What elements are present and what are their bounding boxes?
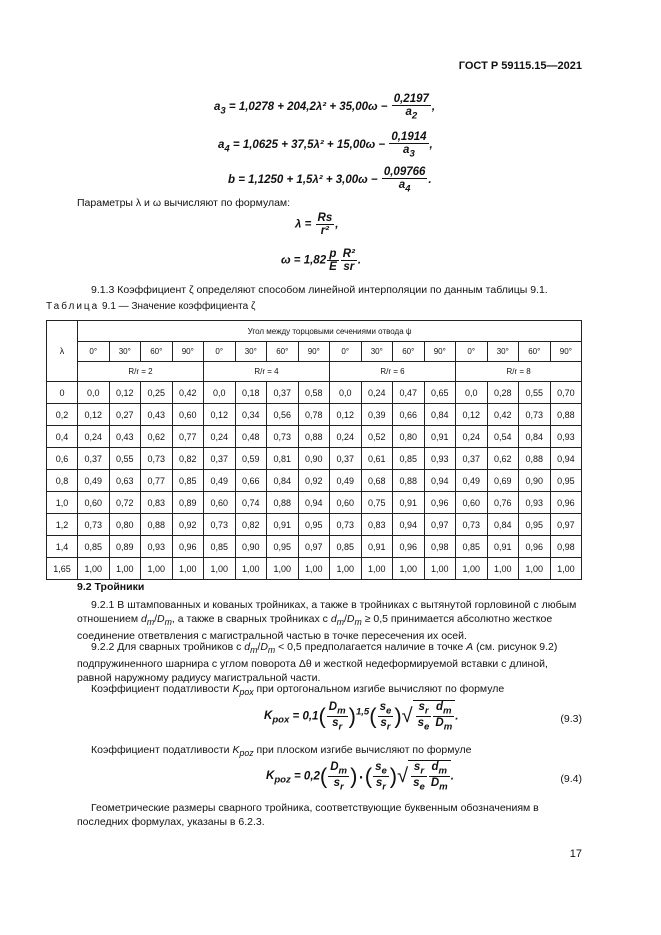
angle-cell: 90° <box>298 342 330 362</box>
formula-b: b = 1,1250 + 1,5λ² + 3,00ω − $\frac{0,09766}{a_4}$ . <box>228 166 432 195</box>
zeta-cell: 0,98 <box>550 536 582 558</box>
zeta-cell: 0,92 <box>172 514 204 536</box>
zeta-cell: 0,77 <box>172 426 204 448</box>
zeta-cell: 0,59 <box>235 448 267 470</box>
zeta-cell: 0,92 <box>298 470 330 492</box>
table-row <box>47 558 582 580</box>
table-row <box>47 536 582 558</box>
kpoz-line: Коэффициент податливости $K_{poz}$ при плоском изгибе вычисляют по формуле <box>91 744 472 759</box>
angle-cell: 0° <box>330 342 362 362</box>
zeta-cell: 1,00 <box>456 558 488 580</box>
zeta-cell: 0,88 <box>267 492 299 514</box>
zeta-cell: 0,55 <box>109 448 141 470</box>
zeta-cell: 0,89 <box>172 492 204 514</box>
zeta-cell: 0,37 <box>456 448 488 470</box>
zeta-cell: 0,77 <box>141 470 173 492</box>
zeta-cell: 0,69 <box>487 470 519 492</box>
zeta-cell: 0,85 <box>330 536 362 558</box>
ratio-group-cell: R/r = 6 <box>330 362 456 382</box>
zeta-cell: 0,60 <box>78 492 110 514</box>
angle-cell: 60° <box>519 342 551 362</box>
lambda-cell: 1,4 <box>47 536 78 558</box>
zeta-cell: 0,80 <box>393 426 425 448</box>
zeta-cell: 0,54 <box>487 426 519 448</box>
lambda-cell: 0,8 <box>47 470 78 492</box>
zeta-cell: 1,00 <box>393 558 425 580</box>
zeta-cell: 0,97 <box>424 514 456 536</box>
zeta-cell: 0,98 <box>424 536 456 558</box>
zeta-cell: 0,97 <box>550 514 582 536</box>
zeta-cell: 0,90 <box>298 448 330 470</box>
zeta-cell: 0,96 <box>550 492 582 514</box>
zeta-cell: 0,60 <box>172 404 204 426</box>
equation-9-4: $K_{poz} = 0,2$( $\frac{D_m}{s_r}$ )·( $\frac{s_e}{s_r}$ )√ $\frac{s_r}{s_e}$ $\frac{d_m}{D_m}$ . <box>266 760 454 793</box>
lambda-cell: 1,2 <box>47 514 78 536</box>
equation-9-3: $K_{pox} = 0,1$( $\frac{D_m}{s_r}$ )$^{1,5}$( $\frac{s_e}{s_r}$ )√ $\frac{s_r}{s_e}$ $\frac{d_m}{D_m}$ . <box>264 700 459 733</box>
zeta-cell: 0,43 <box>141 404 173 426</box>
zeta-cell: 0,73 <box>330 514 362 536</box>
zeta-cell: 0,24 <box>78 426 110 448</box>
zeta-cell: 0,34 <box>235 404 267 426</box>
zeta-cell: 0,95 <box>298 514 330 536</box>
paragraph-9-2-2: 9.2.2 Для сварных тройников с $d_m/D_m < 0,5$ предполагается наличие в точке A (см. рисунок 9.2) подпружиненного шарнира с углом поворота Δθ и жесткой недеформируемой вставки с длиной, равной наружному радиусу магистральной части. <box>77 641 558 685</box>
table-row <box>47 382 582 404</box>
zeta-cell: 0,24 <box>330 426 362 448</box>
zeta-cell: 0,43 <box>109 426 141 448</box>
table-row <box>47 448 582 470</box>
zeta-cell: 0,73 <box>267 426 299 448</box>
zeta-cell: 0,74 <box>235 492 267 514</box>
paragraph-9-2-1: 9.2.1 В штампованных и кованых тройниках, а также в тройниках с вытянутой горловиной с любым отношением $d_m/D_m$, а также в сварных тройниках с $d_m/D_m \ge 0,5$ принимается абсолютно жесткое соединение ответвления с магистральной частью в точке пересечения их осей. <box>77 599 577 643</box>
zeta-cell: 1,00 <box>519 558 551 580</box>
zeta-cell: 0,0 <box>78 382 110 404</box>
zeta-cell: 0,37 <box>204 448 236 470</box>
zeta-cell: 0,24 <box>204 426 236 448</box>
zeta-cell: 0,80 <box>109 514 141 536</box>
zeta-cell: 1,00 <box>298 558 330 580</box>
zeta-cell: 0,93 <box>424 448 456 470</box>
angle-cell: 60° <box>267 342 299 362</box>
zeta-cell: 0,82 <box>235 514 267 536</box>
zeta-cell: 1,00 <box>424 558 456 580</box>
zeta-cell: 0,90 <box>235 536 267 558</box>
zeta-cell: 0,39 <box>361 404 393 426</box>
zeta-cell: 1,00 <box>487 558 519 580</box>
angle-cell: 30° <box>361 342 393 362</box>
zeta-cell: 0,83 <box>141 492 173 514</box>
ratio-group-cell: R/r = 4 <box>204 362 330 382</box>
lambda-cell: 0,4 <box>47 426 78 448</box>
zeta-cell: 0,96 <box>519 536 551 558</box>
formula-lambda: λ = $\frac{Rs}{\text{r²}}$ , <box>295 212 339 237</box>
zeta-cell: 0,73 <box>456 514 488 536</box>
zeta-cell: 1,00 <box>172 558 204 580</box>
zeta-cell: 0,88 <box>550 404 582 426</box>
equation-9-4-label: (9.4) <box>560 773 582 785</box>
zeta-cell: 0,28 <box>487 382 519 404</box>
zeta-cell: 0,85 <box>204 536 236 558</box>
angle-cell: 90° <box>424 342 456 362</box>
zeta-cell: 1,00 <box>330 558 362 580</box>
zeta-cell: 0,12 <box>456 404 488 426</box>
zeta-cell: 0,12 <box>330 404 362 426</box>
zeta-cell: 0,91 <box>393 492 425 514</box>
zeta-cell: 0,65 <box>424 382 456 404</box>
zeta-cell: 0,60 <box>456 492 488 514</box>
zeta-cell: 0,42 <box>487 404 519 426</box>
zeta-cell: 0,12 <box>204 404 236 426</box>
zeta-cell: 0,48 <box>235 426 267 448</box>
zeta-cell: 0,94 <box>298 492 330 514</box>
zeta-cell: 0,95 <box>267 536 299 558</box>
zeta-cell: 0,61 <box>361 448 393 470</box>
zeta-cell: 0,95 <box>519 514 551 536</box>
coefficient-table <box>46 320 582 580</box>
paragraph-9-1-3: 9.1.3 Коэффициент ζ определяют способом линейной интерполяции по данным таблицы 9.1. <box>91 284 548 296</box>
zeta-cell: 0,27 <box>109 404 141 426</box>
zeta-cell: 0,55 <box>519 382 551 404</box>
zeta-cell: 0,62 <box>141 426 173 448</box>
zeta-cell: 0,0 <box>204 382 236 404</box>
table-row <box>47 514 582 536</box>
lambda-cell: 0,6 <box>47 448 78 470</box>
zeta-cell: 0,58 <box>298 382 330 404</box>
lambda-cell: 0,2 <box>47 404 78 426</box>
angle-header: Угол между торцовыми сечениями отвода ψ <box>78 321 582 342</box>
formula-a4: $a_4 = 1,0625 + 37,5\lambda^2 + 15,00\omega$ − $\frac{0,1914}{a_3}$ , <box>218 131 433 160</box>
zeta-cell: 0,60 <box>330 492 362 514</box>
lambda-cell: 1,0 <box>47 492 78 514</box>
angle-cell: 0° <box>456 342 488 362</box>
zeta-cell: 0,85 <box>78 536 110 558</box>
angle-cell: 90° <box>172 342 204 362</box>
zeta-cell: 0,49 <box>330 470 362 492</box>
angle-cell: 0° <box>78 342 110 362</box>
zeta-cell: 0,94 <box>393 514 425 536</box>
table-row <box>47 426 582 448</box>
section-9-2-title: 9.2 Тройники <box>77 581 145 593</box>
kpox-line: Коэффициент податливости $K_{pox}$ при ортогональном изгибе вычисляют по формуле <box>91 683 505 698</box>
zeta-cell: 1,00 <box>550 558 582 580</box>
zeta-cell: 1,00 <box>235 558 267 580</box>
table-row <box>47 404 582 426</box>
zeta-cell: 0,82 <box>172 448 204 470</box>
zeta-cell: 0,94 <box>550 448 582 470</box>
zeta-cell: 0,96 <box>424 492 456 514</box>
formula-a3: $a_3 = 1,0278 + 204,2\lambda^2 + 35,00\omega$ − $\frac{0,2197}{a_2}$ , <box>214 93 436 122</box>
zeta-cell: 1,00 <box>267 558 299 580</box>
document-header: ГОСТ Р 59115.15—2021 <box>458 60 582 72</box>
zeta-cell: 0,63 <box>109 470 141 492</box>
zeta-cell: 0,66 <box>235 470 267 492</box>
table-row <box>47 470 582 492</box>
zeta-cell: 0,42 <box>172 382 204 404</box>
zeta-cell: 0,85 <box>172 470 204 492</box>
angle-cell: 60° <box>393 342 425 362</box>
zeta-cell: 0,0 <box>456 382 488 404</box>
zeta-cell: 0,73 <box>78 514 110 536</box>
zeta-cell: 0,37 <box>330 448 362 470</box>
zeta-cell: 0,72 <box>109 492 141 514</box>
table-caption: Таблица 9.1 — Значение коэффициента ζ <box>46 301 256 312</box>
equation-9-3-label: (9.3) <box>560 713 582 725</box>
zeta-cell: 0,70 <box>550 382 582 404</box>
zeta-cell: 0,94 <box>424 470 456 492</box>
zeta-cell: 0,91 <box>361 536 393 558</box>
angle-cell: 90° <box>550 342 582 362</box>
zeta-cell: 0,88 <box>393 470 425 492</box>
zeta-cell: 0,75 <box>361 492 393 514</box>
zeta-cell: 0,56 <box>267 404 299 426</box>
zeta-cell: 0,73 <box>204 514 236 536</box>
angle-cell: 30° <box>235 342 267 362</box>
zeta-cell: 0,97 <box>298 536 330 558</box>
angle-cell: 0° <box>204 342 236 362</box>
angle-cell: 60° <box>141 342 173 362</box>
zeta-cell: 0,66 <box>393 404 425 426</box>
lambda-cell: 0 <box>47 382 78 404</box>
zeta-cell: 0,93 <box>550 426 582 448</box>
zeta-cell: 0,68 <box>361 470 393 492</box>
zeta-cell: 1,00 <box>109 558 141 580</box>
zeta-cell: 0,62 <box>487 448 519 470</box>
zeta-cell: 0,91 <box>424 426 456 448</box>
zeta-cell: 0,84 <box>519 426 551 448</box>
page-number: 17 <box>569 848 582 860</box>
zeta-cell: 0,24 <box>456 426 488 448</box>
zeta-cell: 1,00 <box>141 558 173 580</box>
zeta-cell: 0,96 <box>393 536 425 558</box>
table-row <box>47 492 582 514</box>
lambda-header: λ <box>47 321 78 382</box>
zeta-cell: 0,52 <box>361 426 393 448</box>
formula-omega: ω = 1,82 $\frac{p}{E}$ $\frac{\text{R²}}{sr}$ . <box>281 248 362 273</box>
zeta-cell: 0,18 <box>235 382 267 404</box>
params-line: Параметры λ и ω вычисляют по формулам: <box>77 197 291 209</box>
zeta-cell: 0,60 <box>204 492 236 514</box>
zeta-cell: 0,85 <box>456 536 488 558</box>
zeta-cell: 0,37 <box>78 448 110 470</box>
zeta-cell: 0,12 <box>78 404 110 426</box>
zeta-cell: 1,00 <box>361 558 393 580</box>
zeta-cell: 0,93 <box>519 492 551 514</box>
last-paragraph: Геометрические размеры сварного тройника, соответствующие буквенным обозначениям в последних формулах, указаны в 6.2.3. <box>77 802 539 828</box>
zeta-cell: 0,12 <box>109 382 141 404</box>
zeta-cell: 0,49 <box>78 470 110 492</box>
zeta-cell: 0,84 <box>487 514 519 536</box>
zeta-cell: 0,78 <box>298 404 330 426</box>
zeta-cell: 0,81 <box>267 448 299 470</box>
angle-cell: 30° <box>487 342 519 362</box>
ratio-group-cell: R/r = 2 <box>78 362 204 382</box>
zeta-cell: 0,95 <box>550 470 582 492</box>
zeta-cell: 0,37 <box>267 382 299 404</box>
zeta-cell: 0,93 <box>141 536 173 558</box>
zeta-cell: 0,25 <box>141 382 173 404</box>
zeta-cell: 0,88 <box>519 448 551 470</box>
zeta-cell: 0,49 <box>204 470 236 492</box>
ratio-group-cell: R/r = 8 <box>456 362 582 382</box>
zeta-cell: 0,24 <box>361 382 393 404</box>
zeta-cell: 0,91 <box>267 514 299 536</box>
zeta-cell: 0,89 <box>109 536 141 558</box>
zeta-cell: 0,85 <box>393 448 425 470</box>
lambda-cell: 1,65 <box>47 558 78 580</box>
zeta-cell: 0,84 <box>424 404 456 426</box>
zeta-cell: 0,88 <box>141 514 173 536</box>
zeta-cell: 1,00 <box>78 558 110 580</box>
zeta-cell: 0,73 <box>519 404 551 426</box>
zeta-cell: 0,73 <box>141 448 173 470</box>
zeta-cell: 0,0 <box>330 382 362 404</box>
zeta-cell: 0,88 <box>298 426 330 448</box>
zeta-cell: 0,91 <box>487 536 519 558</box>
angle-cell: 30° <box>109 342 141 362</box>
zeta-cell: 1,00 <box>204 558 236 580</box>
zeta-cell: 0,96 <box>172 536 204 558</box>
zeta-cell: 0,84 <box>267 470 299 492</box>
zeta-cell: 0,47 <box>393 382 425 404</box>
zeta-cell: 0,83 <box>361 514 393 536</box>
zeta-cell: 0,49 <box>456 470 488 492</box>
zeta-cell: 0,76 <box>487 492 519 514</box>
zeta-cell: 0,90 <box>519 470 551 492</box>
